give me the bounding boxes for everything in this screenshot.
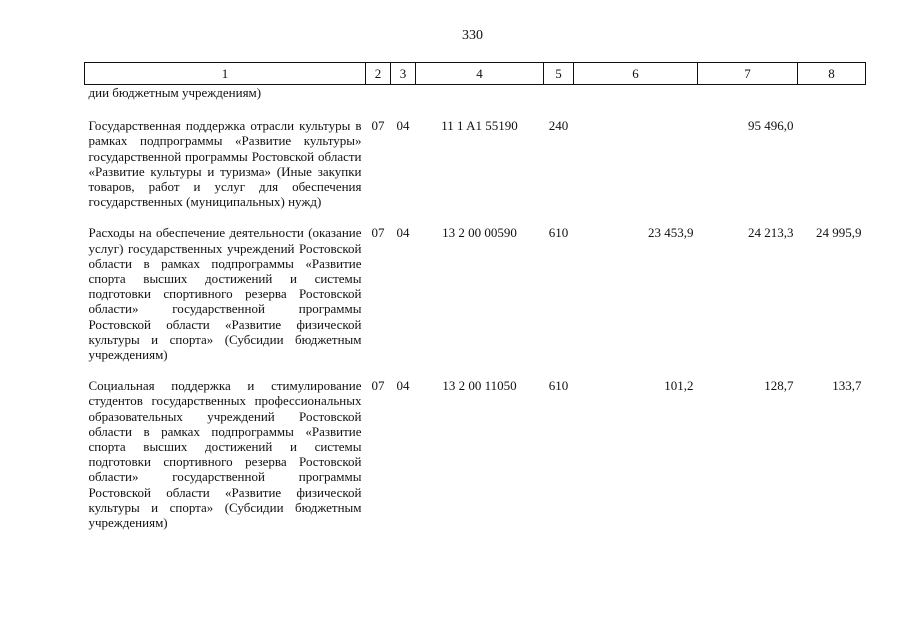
column-header: 8 [798,63,866,85]
row-expense-type: 610 [548,225,569,241]
row-amount-col7: 95 496,0 [748,118,794,134]
budget-table [84,62,866,530]
row-section-code: 07 [371,378,385,394]
row-subsection-code: 04 [396,225,410,241]
column-header: 5 [544,63,574,85]
row-amount-col8 [798,100,866,209]
row-subsection-code: 04 [396,118,410,134]
row-amount-col8: 24 995,9 [816,225,862,241]
row-expense-type: 610 [548,378,569,394]
column-header: 1 [85,63,366,85]
row-amount-col8: 133,7 [832,378,862,394]
row-description: Государственная поддержка отрасли культуры в рамках подпрограммы «Развитие культуры» государственной программы Ростовской области «Развитие культуры и туризма» (Иные закупки товаров, работ и услуг для обеспечения государственных (муниципальных) нужд) [88,118,362,210]
column-header: 3 [391,63,416,85]
row-target-article: 13 2 00 00590 [442,225,517,241]
table-row [85,362,866,530]
row-expense-type: 240 [548,118,569,134]
column-header: 4 [416,63,544,85]
table-header-row [85,63,866,85]
row-description: дии бюджетным учреждениям) [88,85,262,100]
column-header: 2 [366,63,391,85]
table-row [85,100,866,209]
row-section-code: 07 [371,118,385,134]
row-section-code: 07 [371,225,385,241]
row-target-article: 13 2 00 11050 [442,378,517,394]
row-description: Расходы на обеспечение деятельности (оказание услуг) государственных учреждений Ростовской области в рамках подпрограммы «Развитие спорта высших достижений и системы подготовки спортивного резерва Ростовской области» государственной программы Ростовской области «Развитие физической культуры и спорта» (Субсидии бюджетным учреждениям) [88,225,362,363]
row-subsection-code: 04 [396,378,410,394]
column-header: 7 [698,63,798,85]
row-amount-col6 [574,100,698,209]
row-description: Социальная поддержка и стимулирование студентов государственных профессиональных образовательных учреждений Ростовской области в рамках подпрограммы «Развитие спорта высших достижений и системы подготовки спортивного резерва Ростовской области» государственной программы Ростовской области «Развитие физической культуры и спорта» (Субсидии бюджетным учреждениям) [88,378,362,531]
table-row-continuation [85,85,866,101]
row-amount-col6: 23 453,9 [648,225,694,241]
row-amount-col7: 128,7 [764,378,794,394]
column-header: 6 [574,63,698,85]
table-row [85,209,866,362]
page-number: 330 [462,28,483,43]
row-amount-col7: 24 213,3 [748,225,794,241]
row-target-article: 11 1 A1 55190 [441,118,518,134]
row-amount-col6: 101,2 [664,378,694,394]
